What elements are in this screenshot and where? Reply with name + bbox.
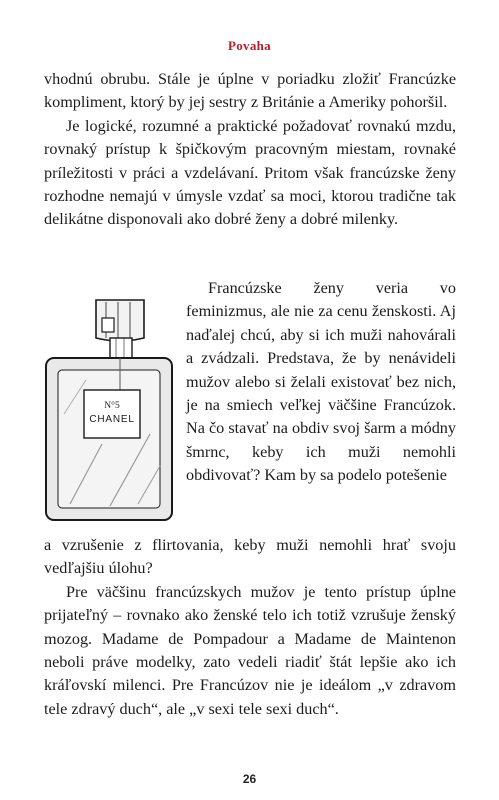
paragraph-3: Francúzske ženy veria vo feminizmus, ale nie za cenu ženskosti. Aj naďalej chcú, aby si ich muži nahovárali a zvádzali. Predstava, že by nenávideli mužov alebo si želali existovať bez nich, je na smiech veľkej väčšine Francúzok. Na čo stavať na obdiv svoj šarm a módny šmrnc, keby ich muži nemohli obdivovať? Kam by sa podelo potešenie bbox=[186, 279, 456, 485]
paragraph-4: Pre väčšinu francúzskych mužov je tento prístup úplne prijateľný – rovnako ako ženské telo ich totiž vzrušuje ženský mozog. Madame de Pompadour a Madame de Maintenon neboli práve modelky, zato vedeli riadiť štát lepšie ako ich kráľovskí milenci. Pre Francúzov nie je ideálom „v zdravom tele zdravý duch“, ale „v sexi tele sexi duch“. bbox=[44, 582, 456, 718]
text-block-top bbox=[44, 68, 456, 232]
paragraph-3-continued: a vzrušenie z flirtovania, keby muži nemohli hrať svoju vedľajšiu úlohu? bbox=[44, 536, 456, 578]
perfume-bottle-illustration bbox=[40, 294, 178, 528]
perfume-bottle-icon bbox=[40, 294, 178, 528]
text-block-bottom bbox=[44, 534, 456, 721]
label-number: N°5 bbox=[104, 401, 120, 411]
running-title: Povaha bbox=[228, 38, 271, 53]
paragraph-1: vhodnú obrubu. Stále je úplne v poriadku zložiť Francúzke kompliment, ktorý by jej sestry z Británie a Ameriky pohoršil. bbox=[44, 70, 456, 112]
text-beside-illustration bbox=[186, 277, 456, 488]
label-brand: CHANEL bbox=[89, 414, 135, 425]
page-number: 26 bbox=[242, 772, 257, 786]
paragraph-2: Je logické, rozumné a praktické požadovať rovnakú mzdu, rovnaký prístup k špičkovým pracovným miestam, rovnaké príležitosti v práci a vzdelávaní. Pritom však francúzske ženy rozhodne nemajú v úmysle vzdať sa moci, ktorou tradične tak delikátne disponovali ako dobré ženy a dobré milenky. bbox=[44, 116, 456, 229]
